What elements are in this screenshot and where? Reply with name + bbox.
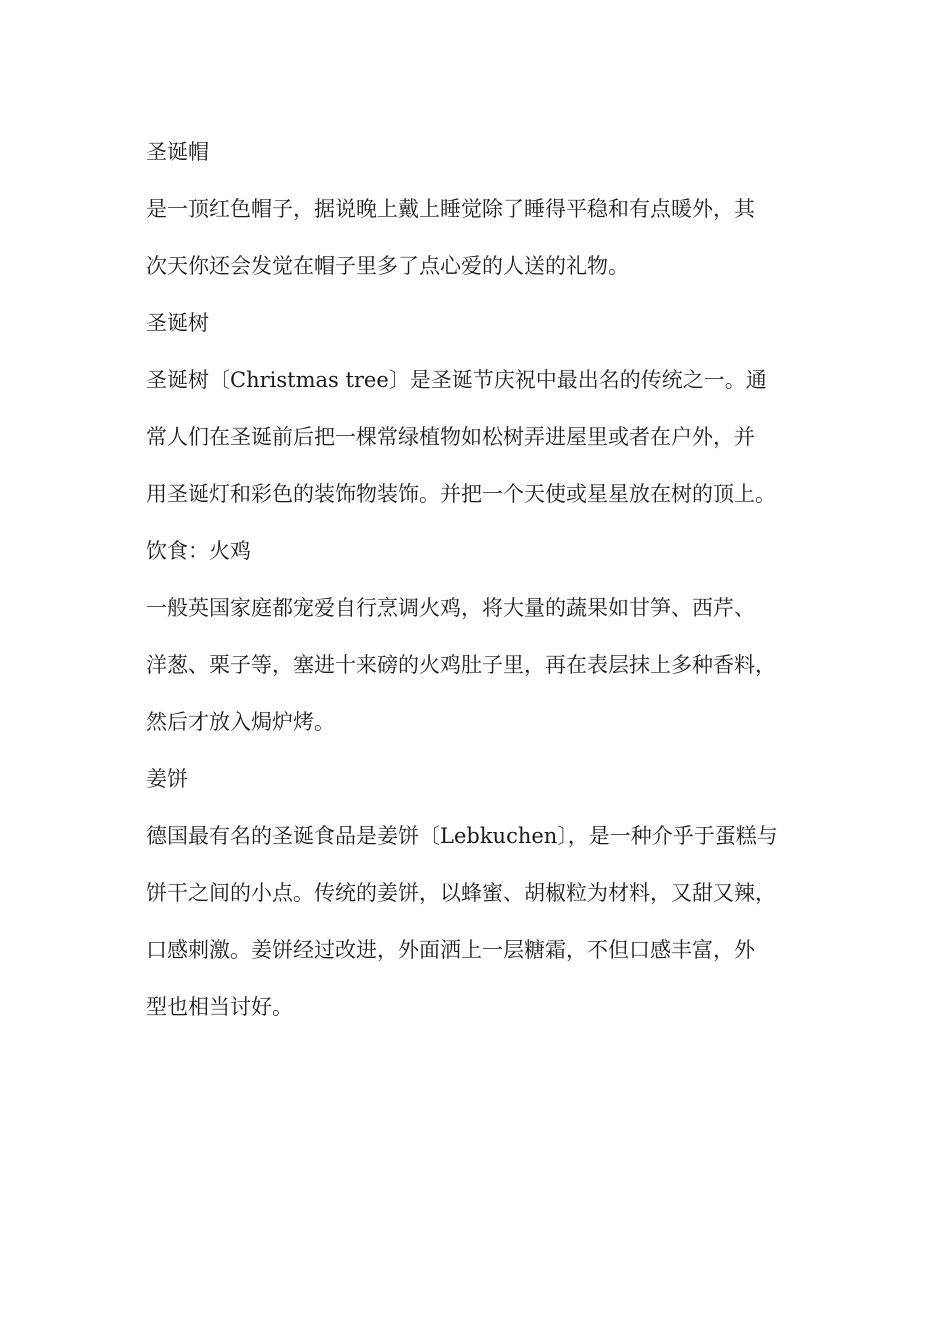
- paragraph-line: 一般英国家庭都宠爱自行烹调火鸡，将大量的蔬果如甘笋、西芹、: [146, 596, 755, 620]
- paragraph-line: 型也相当讨好。: [146, 995, 293, 1019]
- paragraph-line: 常人们在圣诞前后把一棵常绿植物如松树弄进屋里或者在户外，并: [146, 425, 755, 449]
- paragraph-line: 洋葱、栗子等，塞进十来磅的火鸡肚子里，再在表层抹上多种香料，: [146, 653, 776, 677]
- paragraph-line: 次天你还会发觉在帽子里多了点心爱的人送的礼物。: [146, 254, 629, 278]
- section-heading: 圣诞树: [146, 311, 209, 335]
- paragraph-line: 圣诞树〔Christmas tree〕是圣诞节庆祝中最出名的传统之一。通: [146, 368, 767, 392]
- paragraph-line: 口感刺激。姜饼经过改进，外面洒上一层糖霜，不但口感丰富，外: [146, 938, 755, 962]
- section-heading: 姜饼: [146, 767, 188, 791]
- paragraph-line: 是一顶红色帽子，据说晚上戴上睡觉除了睡得平稳和有点暖外，其: [146, 197, 755, 221]
- paragraph-line: 然后才放入焗炉烤。: [146, 710, 335, 734]
- document-body: [146, 124, 836, 1036]
- paragraph-line: 饼干之间的小点。传统的姜饼，以蜂蜜、胡椒粒为材料，又甜又辣，: [146, 881, 776, 905]
- section-heading: 饮食：火鸡: [146, 539, 251, 563]
- section-heading: 圣诞帽: [146, 140, 209, 164]
- paragraph-line: 德国最有名的圣诞食品是姜饼〔Lebkuchen〕，是一种介乎于蛋糕与: [146, 824, 778, 848]
- paragraph-line: 用圣诞灯和彩色的装饰物装饰。并把一个天使或星星放在树的顶上。: [146, 482, 776, 506]
